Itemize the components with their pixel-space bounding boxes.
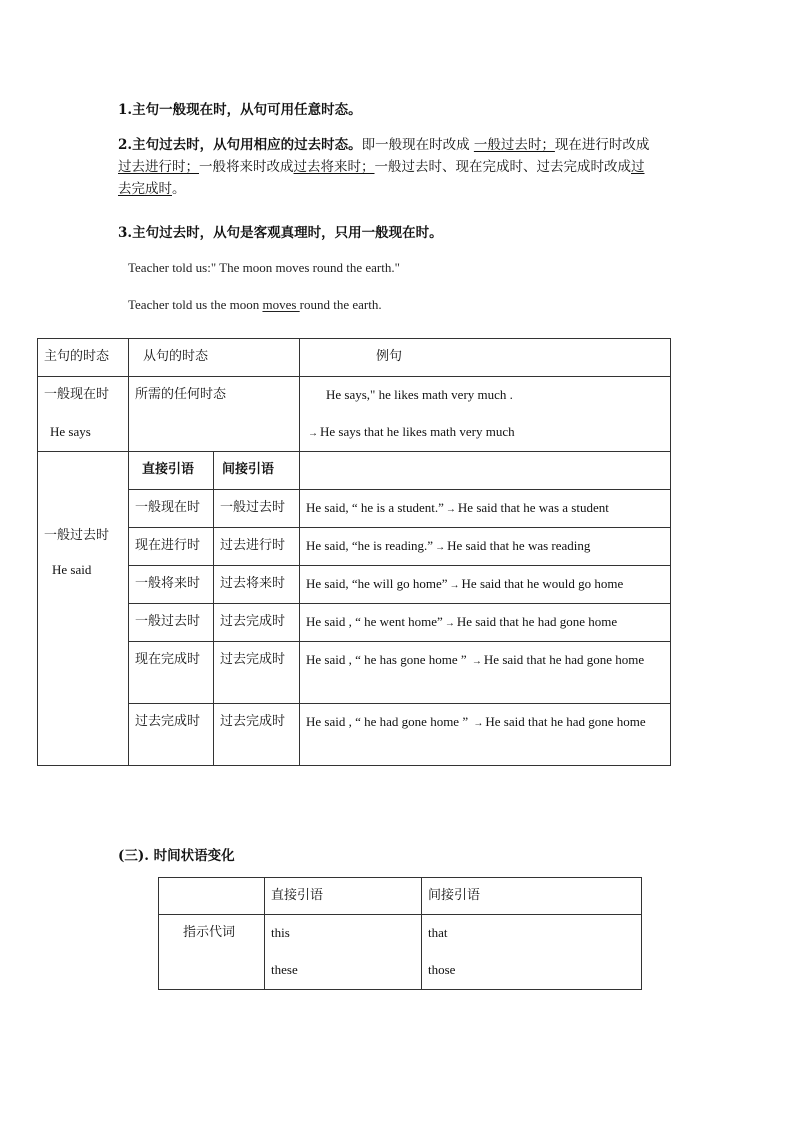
present-example-2-text: He says that he likes math very much [320,424,515,439]
rule-1: 1.主句一般现在时，从句可用任意时态。 [118,102,362,118]
example-indirect-underline: moves [262,297,300,312]
adverbial-header-indirect: 间接引语 [422,878,642,915]
row-example-indirect: He said that he had gone home [485,714,646,729]
rule-2-text-4: 一般过去时、现在完成时、过去完成时改成 [374,159,631,175]
table-row [38,604,671,642]
arrow-icon: → [473,718,484,729]
adverbial-table [158,877,642,990]
row-example [300,704,671,766]
row-direct-tense: 一般过去时 [129,604,214,642]
indirect-those: those [428,962,456,977]
past-main-tense: 一般过去时 [44,528,110,543]
row-example-indirect: He said that he had gone home [456,614,618,629]
past-main-cell [38,452,129,766]
row-indirect-tense: 过去将来时 [214,566,300,604]
row-example-indirect: He said that he was a student [457,500,609,515]
row-example-indirect: He said that he had gone home [483,652,645,667]
indirect-that: that [428,925,448,940]
row-direct-tense: 过去完成时 [129,704,214,766]
present-example-2 [306,420,664,446]
row-example-direct: He said , “ he had gone home ” [306,714,469,729]
present-main-tense: 一般现在时 [44,387,110,402]
table-row [38,566,671,604]
row-example-direct: He said, “ he is a student.” [306,500,444,515]
present-row [38,377,671,452]
present-example-cell [300,377,671,452]
rule-2 [118,134,678,200]
rule-2-end: 。 [172,181,186,197]
row-example [300,604,671,642]
subheader-direct: 直接引语 [129,452,214,490]
subheader-empty [300,452,671,490]
row-indirect-tense: 过去完成时 [214,704,300,766]
present-example-1: He says," he likes math very much . [326,387,513,402]
row-direct-tense: 一般将来时 [129,566,214,604]
rule-2-underline-1: 一般过去时； [473,137,555,153]
rule-2-underline-4a: 过 [631,159,645,175]
table-row [38,642,671,704]
row-example [300,642,671,704]
rule-2-underline-4b: 去完成时 [118,181,172,197]
example-indirect-after: round the earth. [299,297,382,312]
direct-these: these [271,962,298,977]
example-indirect-before: Teacher told us the moon [128,297,263,312]
row-example-indirect: He said that he would go home [461,576,624,591]
row-indirect-tense: 一般过去时 [214,490,300,528]
rule-2-underline-3: 过去将来时； [293,159,375,175]
arrow-icon: → [445,504,456,515]
adverbial-header-row [159,878,642,915]
present-clause-tense: 所需的任何时态 [129,377,300,452]
present-main-en: He says [50,424,91,439]
adverbial-header-direct: 直接引语 [265,878,422,915]
direct-this: this [271,925,290,940]
rule-2-heading: 2.主句过去时，从句用相应的过去时态。 [118,137,362,153]
row-direct-tense: 现在完成时 [129,642,214,704]
tense-table [37,338,671,766]
arrow-icon: → [308,428,319,439]
row-example-direct: He said, “he is reading.” [306,538,434,553]
row-indirect-tense: 过去完成时 [214,604,300,642]
tense-table-header-row [38,339,671,377]
arrow-icon: → [435,542,446,553]
arrow-icon: → [444,618,455,629]
rule-2-text-3: 一般将来时改成 [199,159,294,175]
row-example-indirect: He said that he was reading [447,538,591,553]
row-example-direct: He said , “ he has gone home ” [306,652,467,667]
row-example-direct: He said , “ he went home” [306,614,443,629]
past-subheader-row [38,452,671,490]
rule-2-underline-2: 过去进行时； [118,159,199,175]
table-row [159,915,642,990]
row-indirect-tense: 过去完成时 [214,642,300,704]
rule-3: 3.主句过去时，从句是客观真理时，只用一般现在时。 [118,225,443,241]
row-example [300,490,671,528]
demonstrative-label: 指示代词 [159,915,265,990]
example-direct: Teacher told us:" The moon moves round the earth." [128,260,400,275]
rule-2-text-2: 现在进行时改成 [554,137,650,153]
table-row [38,704,671,766]
row-example-direct: He said, “he will go home” [306,576,448,591]
adverbial-header-empty [159,878,265,915]
arrow-icon: → [471,656,482,667]
table-row [38,528,671,566]
rule-2-text-1: 即一般现在时改成 [361,137,470,153]
table-row [38,490,671,528]
row-indirect-tense: 过去进行时 [214,528,300,566]
header-main-tense: 主句的时态 [38,339,129,377]
header-clause-tense: 从句的时态 [129,339,300,377]
present-main-cell [38,377,129,452]
example-indirect [128,297,382,313]
subheader-indirect: 间接引语 [214,452,300,490]
row-direct-tense: 现在进行时 [129,528,214,566]
arrow-icon: → [449,580,460,591]
row-direct-tense: 一般现在时 [129,490,214,528]
row-example [300,566,671,604]
demonstrative-indirect [422,915,642,990]
past-main-en: He said [52,562,92,577]
header-example: 例句 [300,339,671,377]
demonstrative-direct [265,915,422,990]
row-example [300,528,671,566]
section-title: (三). 时间状语变化 [118,848,235,864]
